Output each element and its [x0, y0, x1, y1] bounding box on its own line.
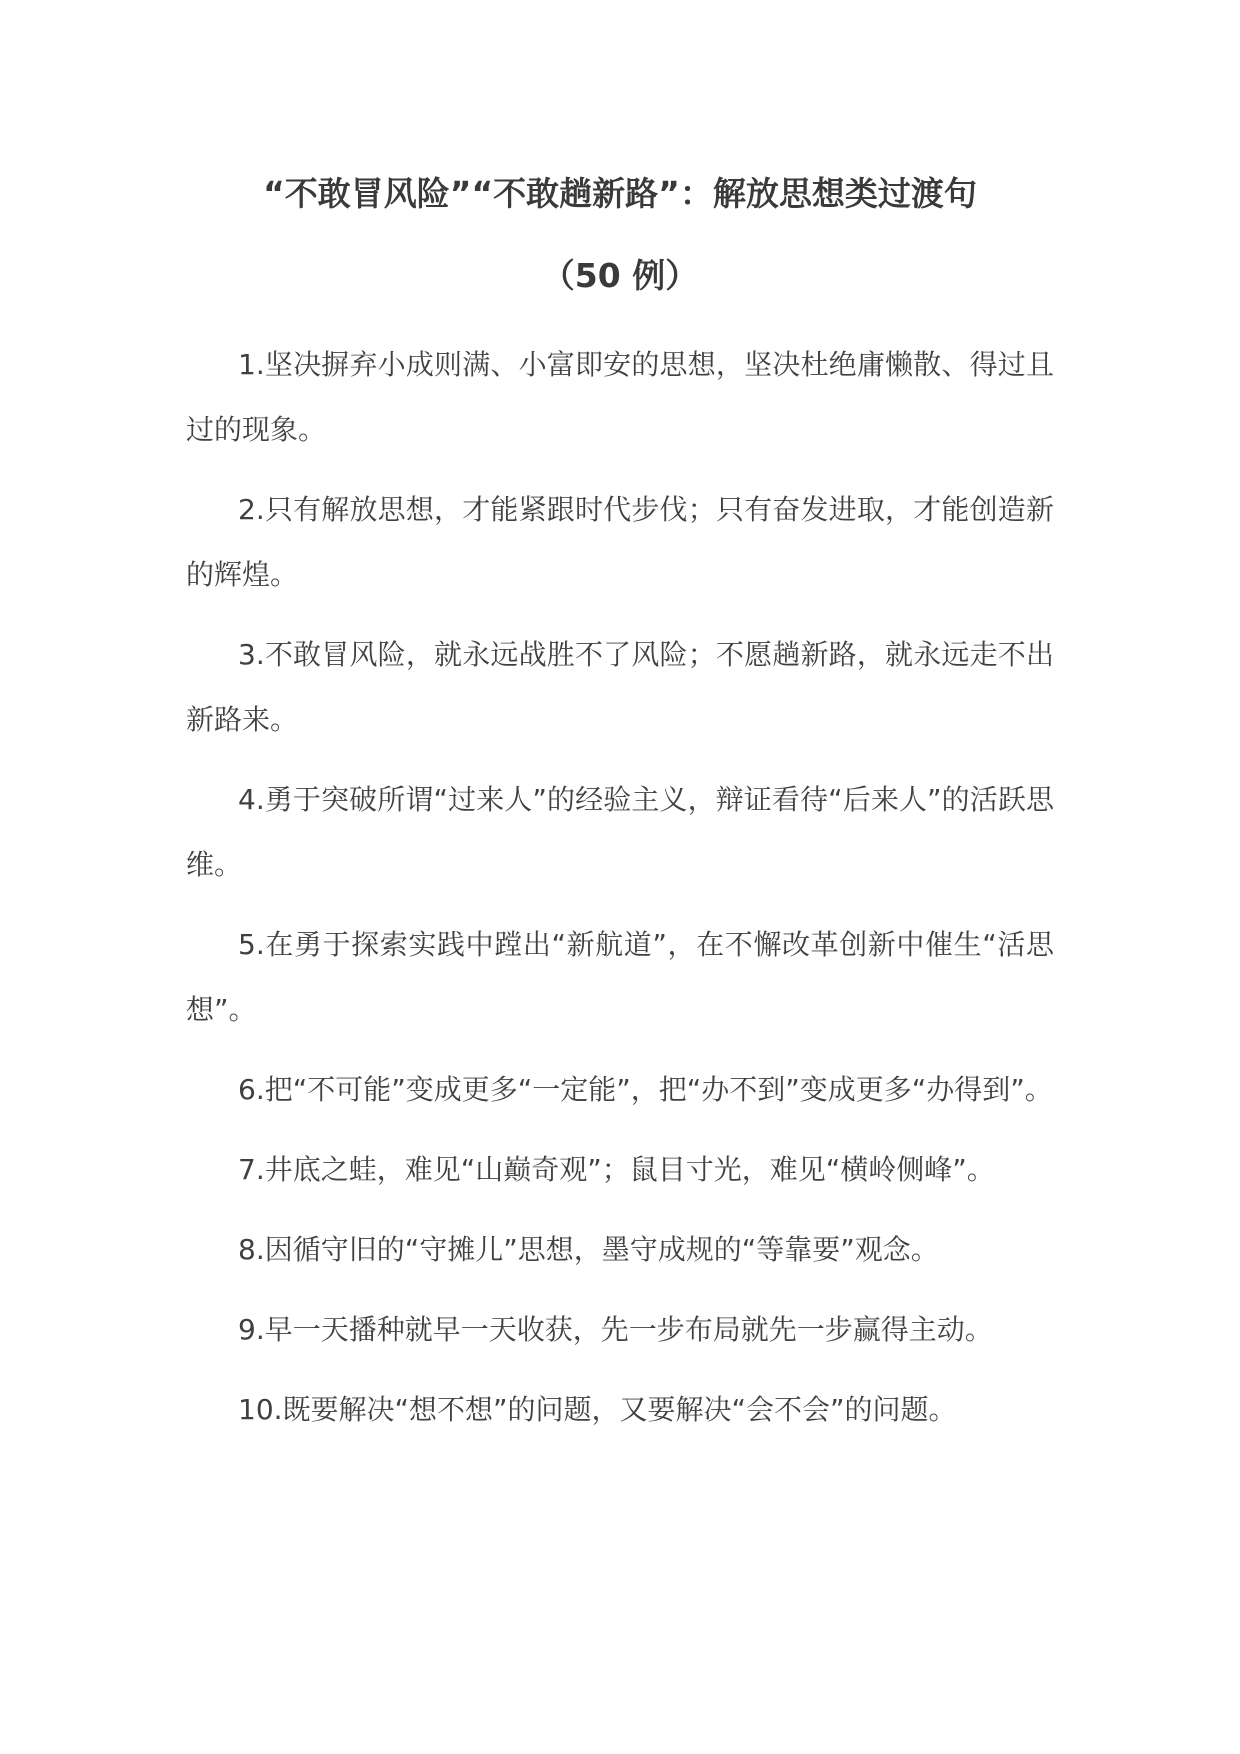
list-item: 7.井底之蛙，难见“山巅奇观”；鼠目寸光，难见“横岭侧峰”。 [238, 1153, 995, 1186]
list-item: 6.把“不可能”变成更多“一定能”，把“办不到”变成更多“办得到”。 [238, 1073, 1053, 1106]
list-item: 3.不敢冒风险，就永远战胜不了风险；不愿趟新路，就永远走不出新路来。 [186, 638, 1054, 736]
list-item: 4.勇于突破所谓“过来人”的经验主义，辩证看待“后来人”的活跃思维。 [186, 783, 1054, 881]
list-item: 8.因循守旧的“守摊儿”思想，墨守成规的“等靠要”观念。 [238, 1233, 939, 1266]
document-subtitle: （50 例） [541, 256, 699, 295]
list-item: 10.既要解决“想不想”的问题，又要解决“会不会”的问题。 [238, 1393, 957, 1426]
list-item: 2.只有解放思想，才能紧跟时代步伐；只有奋发进取，才能创造新的辉煌。 [186, 493, 1054, 591]
list-item: 9.早一天播种就早一天收获，先一步布局就先一步赢得主动。 [238, 1313, 993, 1346]
sentence-list [186, 332, 1054, 1457]
list-item: 1.坚决摒弃小成则满、小富即安的思想，坚决杜绝庸懒散、得过且过的现象。 [186, 348, 1054, 446]
document-title: “不敢冒风险”“不敢趟新路”：解放思想类过渡句 [263, 174, 977, 213]
list-item: 5.在勇于探索实践中蹚出“新航道”，在不懈改革创新中催生“活思想”。 [186, 928, 1054, 1026]
